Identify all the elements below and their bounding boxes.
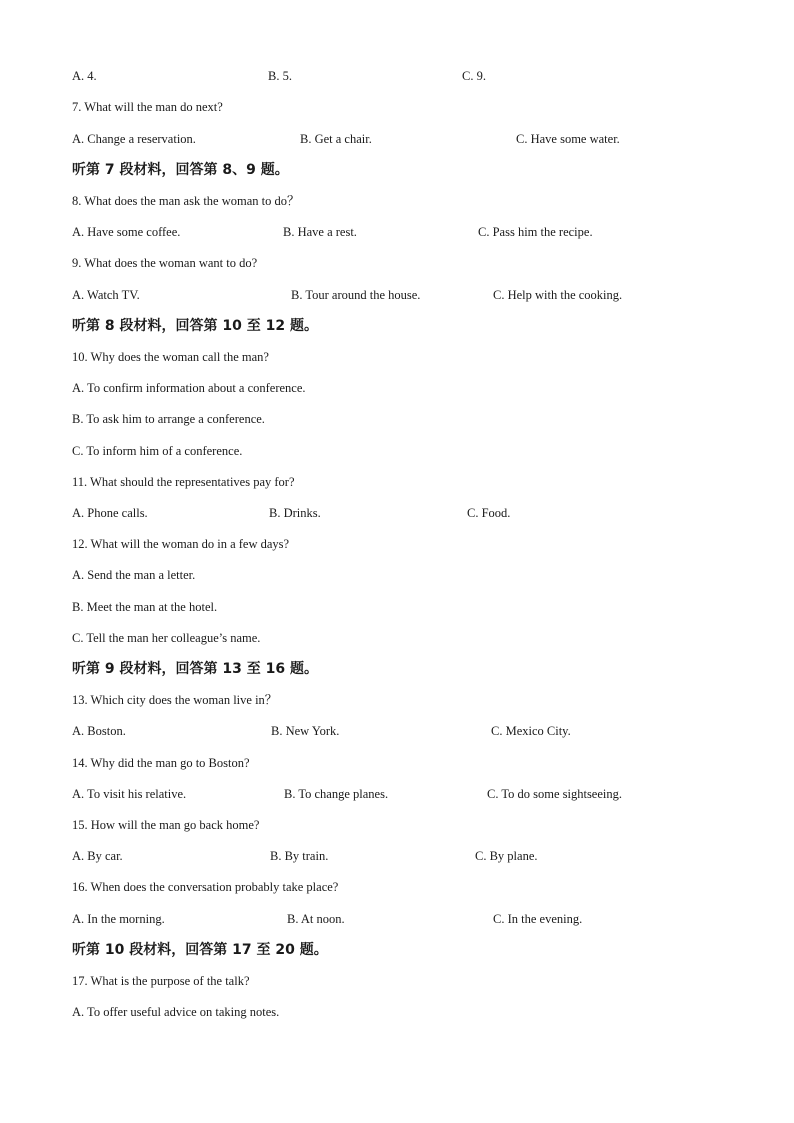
q6-option-c: C. 9. [462, 69, 486, 83]
q14-option-a: A. To visit his relative. [72, 787, 187, 801]
q10-option-a: A. To confirm information about a conference. [72, 381, 306, 395]
q8-option-b: B. Have a rest. [283, 225, 357, 239]
section-9-heading: 听第 9 段材料，回答第 13 至 16 题。 [72, 661, 318, 677]
q17-question: 17. What is the purpose of the talk? [72, 974, 250, 988]
q12-option-a: A. Send the man a letter. [72, 568, 196, 582]
q7-question: 7. What will the man do next? [72, 100, 223, 114]
q15-option-b: B. By train. [270, 849, 329, 863]
q15-question: 15. How will the man go back home? [72, 818, 260, 832]
q9-question: 9. What does the woman want to do? [72, 256, 258, 270]
q11-question: 11. What should the representatives pay for? [72, 475, 295, 489]
q12-option-b: B. Meet the man at the hotel. [72, 600, 218, 614]
q11-option-b: B. Drinks. [269, 506, 321, 520]
q13-option-c: C. Mexico City. [491, 724, 571, 738]
section-7-heading: 听第 7 段材料，回答第 8、9 题。 [72, 162, 289, 178]
q8-option-c: C. Pass him the recipe. [478, 225, 593, 239]
q14-option-c: C. To do some sightseeing. [487, 787, 623, 801]
q6-option-b: B. 5. [268, 69, 292, 83]
section-8-heading: 听第 8 段材料，回答第 10 至 12 题。 [72, 318, 318, 334]
q14-option-b: B. To change planes. [284, 787, 389, 801]
q15-option-c: C. By plane. [475, 849, 538, 863]
q10-option-c: C. To inform him of a conference. [72, 444, 243, 458]
q16-option-c: C. In the evening. [493, 912, 583, 926]
q13-option-b: B. New York. [271, 724, 340, 738]
q7-option-c: C. Have some water. [516, 132, 620, 146]
q7-option-a: A. Change a reservation. [72, 132, 196, 146]
q11-option-c: C. Food. [467, 506, 511, 520]
q10-question: 10. Why does the woman call the man? [72, 350, 269, 364]
q14-question: 14. Why did the man go to Boston? [72, 756, 250, 770]
q13-question: 13. Which city does the woman live in？ [72, 693, 278, 707]
q11-option-a: A. Phone calls. [72, 506, 148, 520]
q6-option-a: A. 4. [72, 69, 97, 83]
q7-option-b: B. Get a chair. [300, 132, 372, 146]
q12-question: 12. What will the woman do in a few days? [72, 537, 290, 551]
q8-question: 8. What does the man ask the woman to do？ [72, 194, 300, 208]
q13-option-a: A. Boston. [72, 724, 126, 738]
q12-option-c: C. Tell the man her colleague’s name. [72, 631, 261, 645]
q17-option-a: A. To offer useful advice on taking notes. [72, 1005, 280, 1019]
section-10-heading: 听第 10 段材料，回答第 17 至 20 题。 [72, 942, 328, 958]
q10-option-b: B. To ask him to arrange a conference. [72, 412, 265, 426]
q9-option-a: A. Watch TV. [72, 288, 140, 302]
q16-option-b: B. At noon. [287, 912, 345, 926]
q16-question: 16. When does the conversation probably take place? [72, 880, 339, 894]
q15-option-a: A. By car. [72, 849, 123, 863]
q16-option-a: A. In the morning. [72, 912, 165, 926]
q8-option-a: A. Have some coffee. [72, 225, 181, 239]
q9-option-b: B. Tour around the house. [291, 288, 421, 302]
q9-option-c: C. Help with the cooking. [493, 288, 623, 302]
